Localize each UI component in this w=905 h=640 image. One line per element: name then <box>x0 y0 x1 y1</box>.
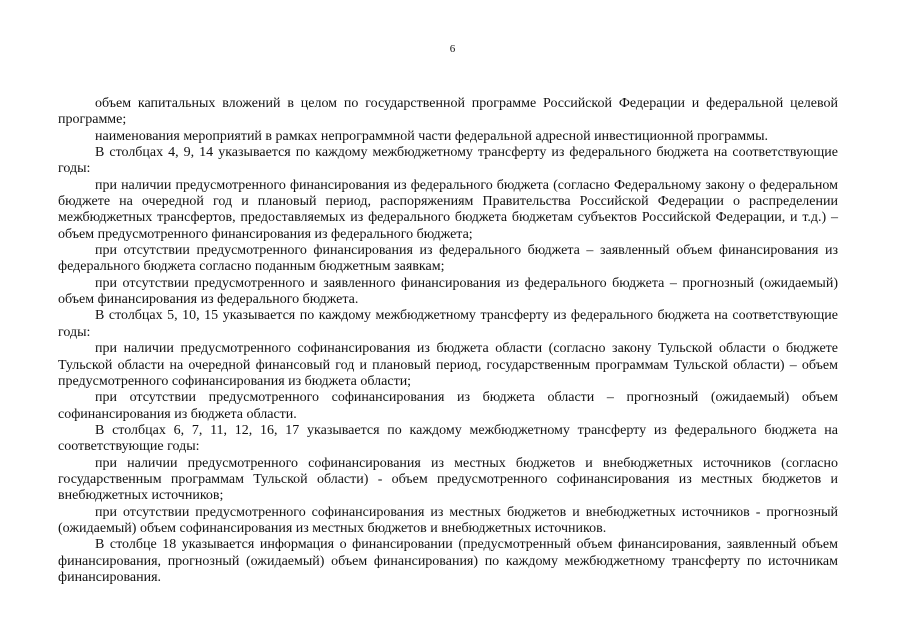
paragraph-activity-names: наименования мероприятий в рамках непрограммной части федеральной адресной инвестиционной программы. <box>95 128 769 144</box>
paragraph-columns-5-10-15: В столбцах 5, 10, 15 указывается по каждому межбюджетному трансферту из федерального бюджета на соответствующие годы: <box>58 308 838 340</box>
paragraph-local-planned: при наличии предусмотренного софинансирования из местных бюджетов и внебюджетных источников (согласно государственным программам Тульской области) - объем предусмотренного софинансирования из местных бюджетов и внебюджетных источников; <box>58 455 838 504</box>
document-body <box>58 96 838 586</box>
paragraph-columns-6-7-11-12-16-17: В столбцах 6, 7, 11, 12, 16, 17 указывается по каждому межбюджетному трансферту из федерального бюджета на соответствующие годы: <box>58 422 838 455</box>
paragraph-columns-4-9-14: В столбцах 4, 9, 14 указывается по каждому межбюджетному трансферту из федерального бюджета на соответствующие годы: <box>58 145 838 177</box>
paragraph-federal-requested: при отсутствии предусмотренного финансирования из федерального бюджета – заявленный объем финансирования из федерального бюджета согласно поданным бюджетным заявкам; <box>58 243 838 275</box>
paragraph-capital-investment: объем капитальных вложений в целом по государственной программе Российской Федерации и федеральной целевой программе; <box>58 96 838 128</box>
paragraph-local-forecast: при отсутствии предусмотренного софинансирования из местных бюджетов и внебюджетных источников - прогнозный (ожидаемый) объем софинансирования из местных бюджетов и внебюджетных источников. <box>58 504 838 536</box>
paragraph-federal-forecast: при отсутствии предусмотренного и заявленного финансирования из федерального бюджета – прогнозный (ожидаемый) объем финансирования из федерального бюджета. <box>58 275 838 308</box>
paragraph-column-18: В столбце 18 указывается информация о финансировании (предусмотренный объем финансирования, заявленный объем финансирования, прогнозный (ожидаемый) объем финансирования) по каждому межбюджетному трансферту по источникам финансирования. <box>58 537 838 585</box>
paragraph-regional-planned: при наличии предусмотренного софинансирования из бюджета области (согласно закону Тульской области о бюджете Тульской области на очередной финансовый год и плановый период, государственным программам Тульской области) – объем предусмотренного софинансирования из бюджета области; <box>58 341 838 389</box>
paragraph-federal-planned: при наличии предусмотренного финансирования из федерального бюджета (согласно Федеральному закону о федеральном бюджете на очередной год и плановый период, распоряжениям Правительства Российской Федерации о распределении межбюджетных трансфертов, предоставляемых из федерального бюджета бюджетам субъектов Российской Федерации, и т.д.) – объем предусмотренного финансирования из федерального бюджета; <box>58 177 838 242</box>
paragraph-regional-forecast: при отсутствии предусмотренного софинансирования из бюджета области – прогнозный (ожидаемый) объем софинансирования из бюджета области. <box>58 390 838 422</box>
page-number: 6 <box>449 43 456 55</box>
